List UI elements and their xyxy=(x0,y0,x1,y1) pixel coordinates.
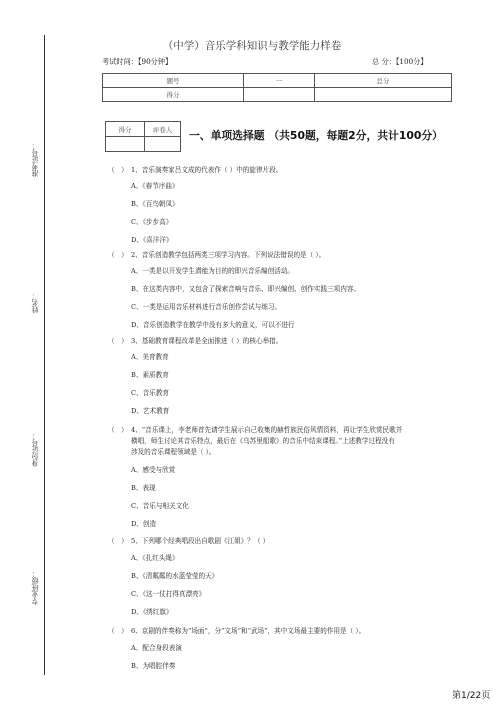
page-number: 第1/22页 xyxy=(452,691,491,701)
question-3-option-d: D、艺术教育 xyxy=(131,407,170,415)
question-6 xyxy=(108,626,365,637)
score-table xyxy=(102,73,452,102)
question-3-option-c: C、音乐教育 xyxy=(131,389,170,397)
question-4 xyxy=(108,425,448,458)
grader-table-cell[interactable] xyxy=(145,137,181,152)
sidebar-label-name: 姓名： xyxy=(31,292,39,313)
answer-blank[interactable]: （ ） xyxy=(108,251,128,259)
question-3 xyxy=(108,336,282,347)
question-text-line: 涉及的音乐课程领域是（ ）。 xyxy=(131,448,216,456)
grader-table-header-score: 得分 xyxy=(106,122,145,137)
question-1 xyxy=(108,165,282,176)
question-1-option-b: B、《百鸟朝凤》 xyxy=(131,200,179,208)
question-4-option-a: A、感受与欣赏 xyxy=(131,466,176,474)
question-3-option-b: B、素质教育 xyxy=(131,371,169,379)
question-5-option-a: A、《扎红头绳》 xyxy=(131,554,179,562)
question-1-option-d: D、《喜洋洋》 xyxy=(131,236,173,244)
question-text-line: 4、“音乐课上，李老师首先请学生展示自己收集的赫哲族民俗风情资料，再让学生欣赏民歌并 xyxy=(131,426,403,434)
grader-table-cell[interactable] xyxy=(106,137,145,152)
question-1-option-a: A、《春节序曲》 xyxy=(131,182,179,190)
question-4-option-b: B、表现 xyxy=(131,484,156,492)
answer-blank[interactable]: （ ） xyxy=(108,426,128,434)
question-text-line: 横唱，师生讨论其音乐特点，最后在《乌苏里船歌》的音乐中结束课程。”上述教学过程没有 xyxy=(131,437,395,445)
sidebar-label-id-number: 身份证号： xyxy=(31,432,39,467)
answer-blank[interactable]: （ ） xyxy=(108,337,128,345)
answer-blank[interactable]: （ ） xyxy=(108,627,128,635)
question-2-option-b: B、在这类内容中，又包含了探索音响与音乐、即兴编创、创作实践三项内容。 xyxy=(131,285,361,293)
page-title: （中学）音乐学科知识与教学能力样卷 xyxy=(162,40,342,52)
grader-table-header-grader: 评卷人 xyxy=(145,122,181,137)
score-table-cell[interactable] xyxy=(244,88,315,102)
sidebar-label-class: 专业班级： xyxy=(31,570,39,605)
question-text: 3、基础教育课程改革是全面推进（ ）的核心举措。 xyxy=(131,337,283,345)
question-1-option-c: C、《步步高》 xyxy=(131,218,173,226)
question-3-option-a: A、美育教育 xyxy=(131,353,169,361)
sidebar-label-exam-number: 准考证号： xyxy=(31,142,39,177)
score-table-header-question-no: 题号 xyxy=(103,74,244,88)
question-4-option-c: C、音乐与相关文化 xyxy=(131,502,189,510)
section-heading: 一、单项选择题 （共50题，每题2分，共计100分） xyxy=(189,129,443,142)
question-text: 5、下列哪个经典唱段出自歌剧《江姐》？（ ） xyxy=(131,537,270,545)
question-2-option-a: A、一类是以开发学生潜能为目的的即兴音乐编创活动。 xyxy=(131,267,295,275)
binding-line xyxy=(44,35,45,675)
question-5-option-b: B、《清粼粼的水蓝莹莹的天》 xyxy=(131,572,219,580)
question-text: 6、京剧的伴奏称为“场面”，分“文场”和“武场”，其中文场最主要的作用是（ ）。 xyxy=(131,627,366,635)
question-5 xyxy=(108,536,269,547)
answer-blank[interactable]: （ ） xyxy=(108,537,128,545)
question-2-option-c: C、一类是运用音乐材料进行音乐创作尝试与练习。 xyxy=(131,303,282,311)
score-table-row-label: 得分 xyxy=(103,88,244,102)
score-table-header-section-one: 一 xyxy=(244,74,315,88)
question-text: 1、音乐演奏家吕文成的代表作（ ）中的旋律片段。 xyxy=(131,166,283,174)
question-2-option-d: D、音乐创造教学在教学中没有多大的意义，可以不进行 xyxy=(131,321,295,329)
total-score: 总 分：【100分】 xyxy=(372,57,428,66)
question-5-option-d: D、《绣红旗》 xyxy=(131,608,173,616)
question-5-option-c: C、《这一仗打得真漂亮》 xyxy=(131,590,206,598)
question-4-option-d: D、创造 xyxy=(131,520,157,528)
answer-blank[interactable]: （ ） xyxy=(108,166,128,174)
score-table-header-total: 总分 xyxy=(315,74,452,88)
exam-time: 考试时间：【90分钟】 xyxy=(102,57,173,66)
question-2 xyxy=(108,250,325,261)
question-6-option-b: B、为唱腔伴奏 xyxy=(131,662,176,670)
question-text: 2、音乐创造教学包括两类三项学习内容。下列说法错误的是（ ）。 xyxy=(131,251,326,259)
score-table-cell[interactable] xyxy=(315,88,452,102)
grader-table xyxy=(105,121,181,152)
question-6-option-a: A、配合身段表演 xyxy=(131,644,182,652)
